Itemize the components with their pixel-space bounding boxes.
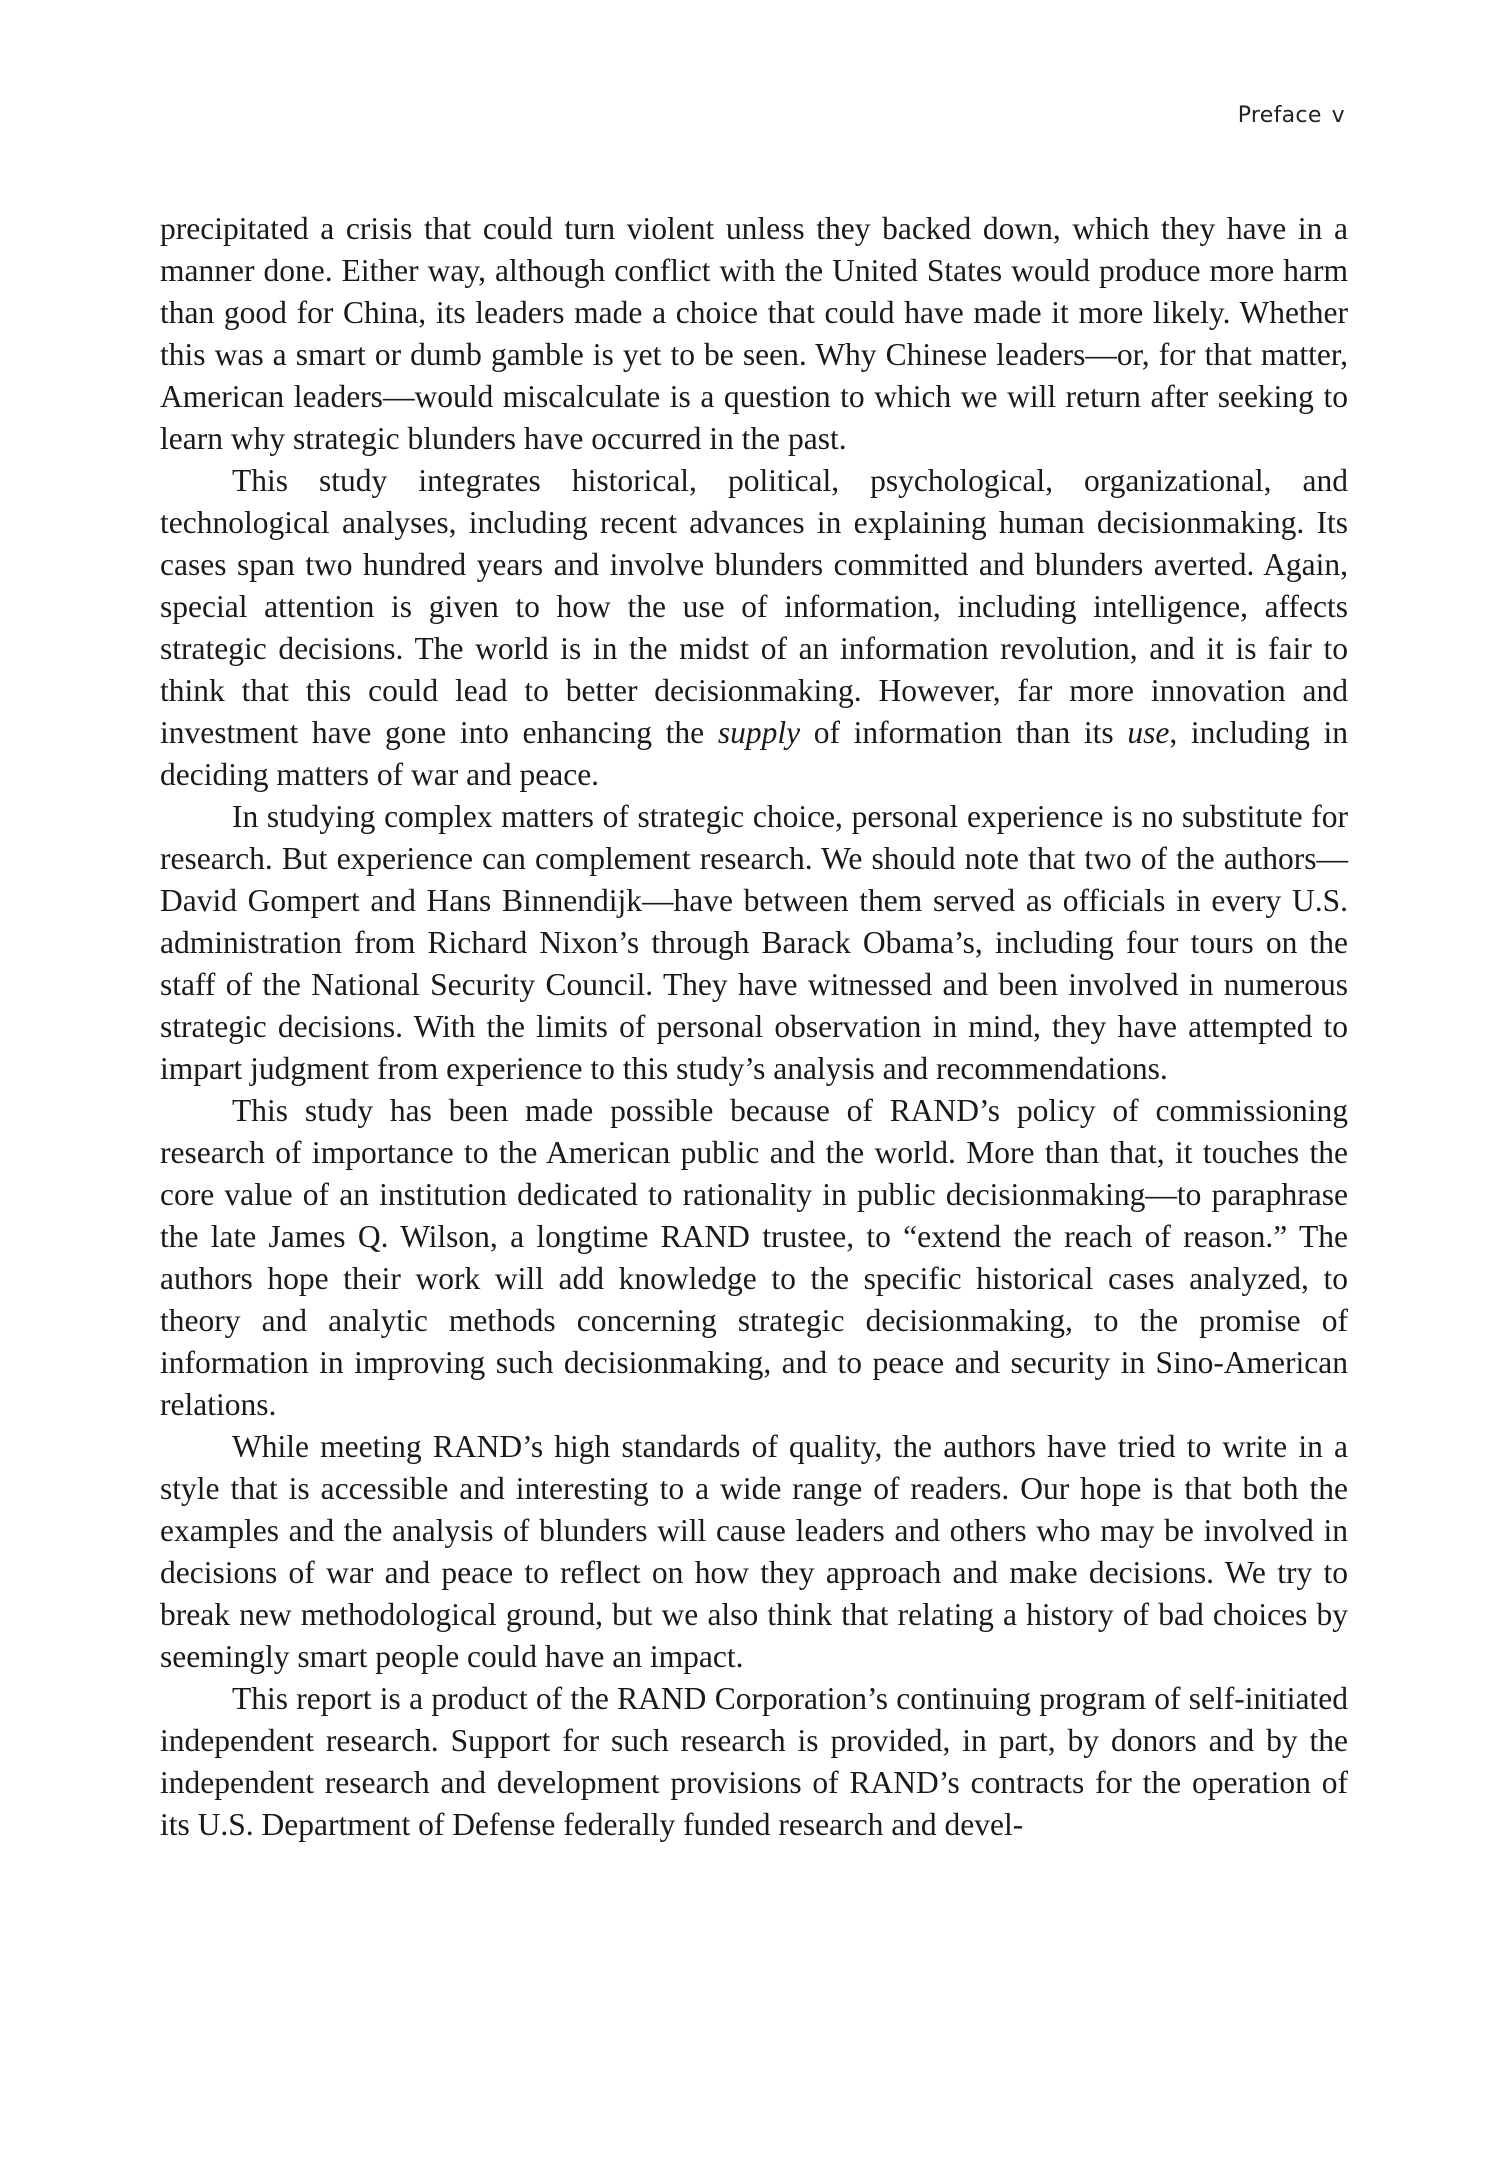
running-header-section: Preface (1237, 103, 1322, 128)
paragraph-3: In studying complex matters of strategic choice, personal experience is no substitute for research. But experience can complement research. We should note that two of the authors—David Gompert and Hans Binnendijk—have between them served as officials in every U.S. administration from Richard Nixon’s through Barack Obama’s, including four tours on the staff of the National Security Council. They have witnessed and been involved in numerous strategic decisions. With the limits of personal observation in mind, they have attempted to impart judgment from experience to this study’s analysis and recommendations. (160, 799, 1348, 1086)
paragraph-1: precipitated a crisis that could turn violent unless they backed down, which they have in a manner done. Either way, although conflict with the United States would produce more harm than good for China, its leaders made a choice that could have made it more likely. Whether this was a smart or dumb gamble is yet to be seen. Why Chinese leaders—or, for that matter, American leaders—would miscalculate is a question to which we will return after seeking to learn why strategic blunders have occurred in the past. (160, 211, 1348, 456)
paragraph-2-part-2: of information than its (800, 715, 1128, 750)
paragraph-2 (160, 460, 1348, 796)
running-header (1238, 103, 1345, 128)
page-number: v (1331, 103, 1345, 128)
body-text (160, 208, 1348, 1846)
paragraph-6: This report is a product of the RAND Corporation’s continuing program of self-initiated independent research. Support for such research is provided, in part, by donors and by the independent research and development provisions of RAND’s contracts for the operation of its U.S. Department of Defense federally funded research and devel- (160, 1681, 1348, 1842)
paragraph-2-part-3: , including in deciding matters of war and peace. (160, 715, 1348, 792)
paragraph-4: This study has been made possible because of RAND’s policy of commissioning research of importance to the American public and the world. More than that, it touches the core value of an institution dedicated to rationality in public decisionmaking—to paraphrase the late James Q. Wilson, a longtime RAND trustee, to “extend the reach of reason.” The authors hope their work will add knowledge to the specific historical cases analyzed, to theory and analytic methods concerning strategic decisionmaking, to the promise of information in improving such decisionmaking, and to peace and security in Sino-American relations. (160, 1093, 1348, 1422)
emphasis-use: use (1127, 715, 1170, 750)
emphasis-supply: supply (717, 715, 801, 750)
paragraph-5: While meeting RAND’s high standards of quality, the authors have tried to write in a style that is accessible and interesting to a wide range of readers. Our hope is that both the examples and the analysis of blunders will cause leaders and others who may be involved in decisions of war and peace to reflect on how they approach and make decisions. We try to break new methodological ground, but we also think that relating a history of bad choices by seemingly smart people could have an impact. (160, 1429, 1348, 1674)
paragraph-2-part-1: This study integrates historical, political, psychological, organizational, and technological analyses, including recent advances in explaining human decisionmaking. Its cases span two hundred years and involve blunders committed and blunders averted. Again, special attention is given to how the use of information, including intelligence, affects strategic decisions. The world is in the midst of an information revolution, and it is fair to think that this could lead to better decisionmaking. However, far more innovation and investment have gone into enhancing the (160, 463, 1348, 750)
